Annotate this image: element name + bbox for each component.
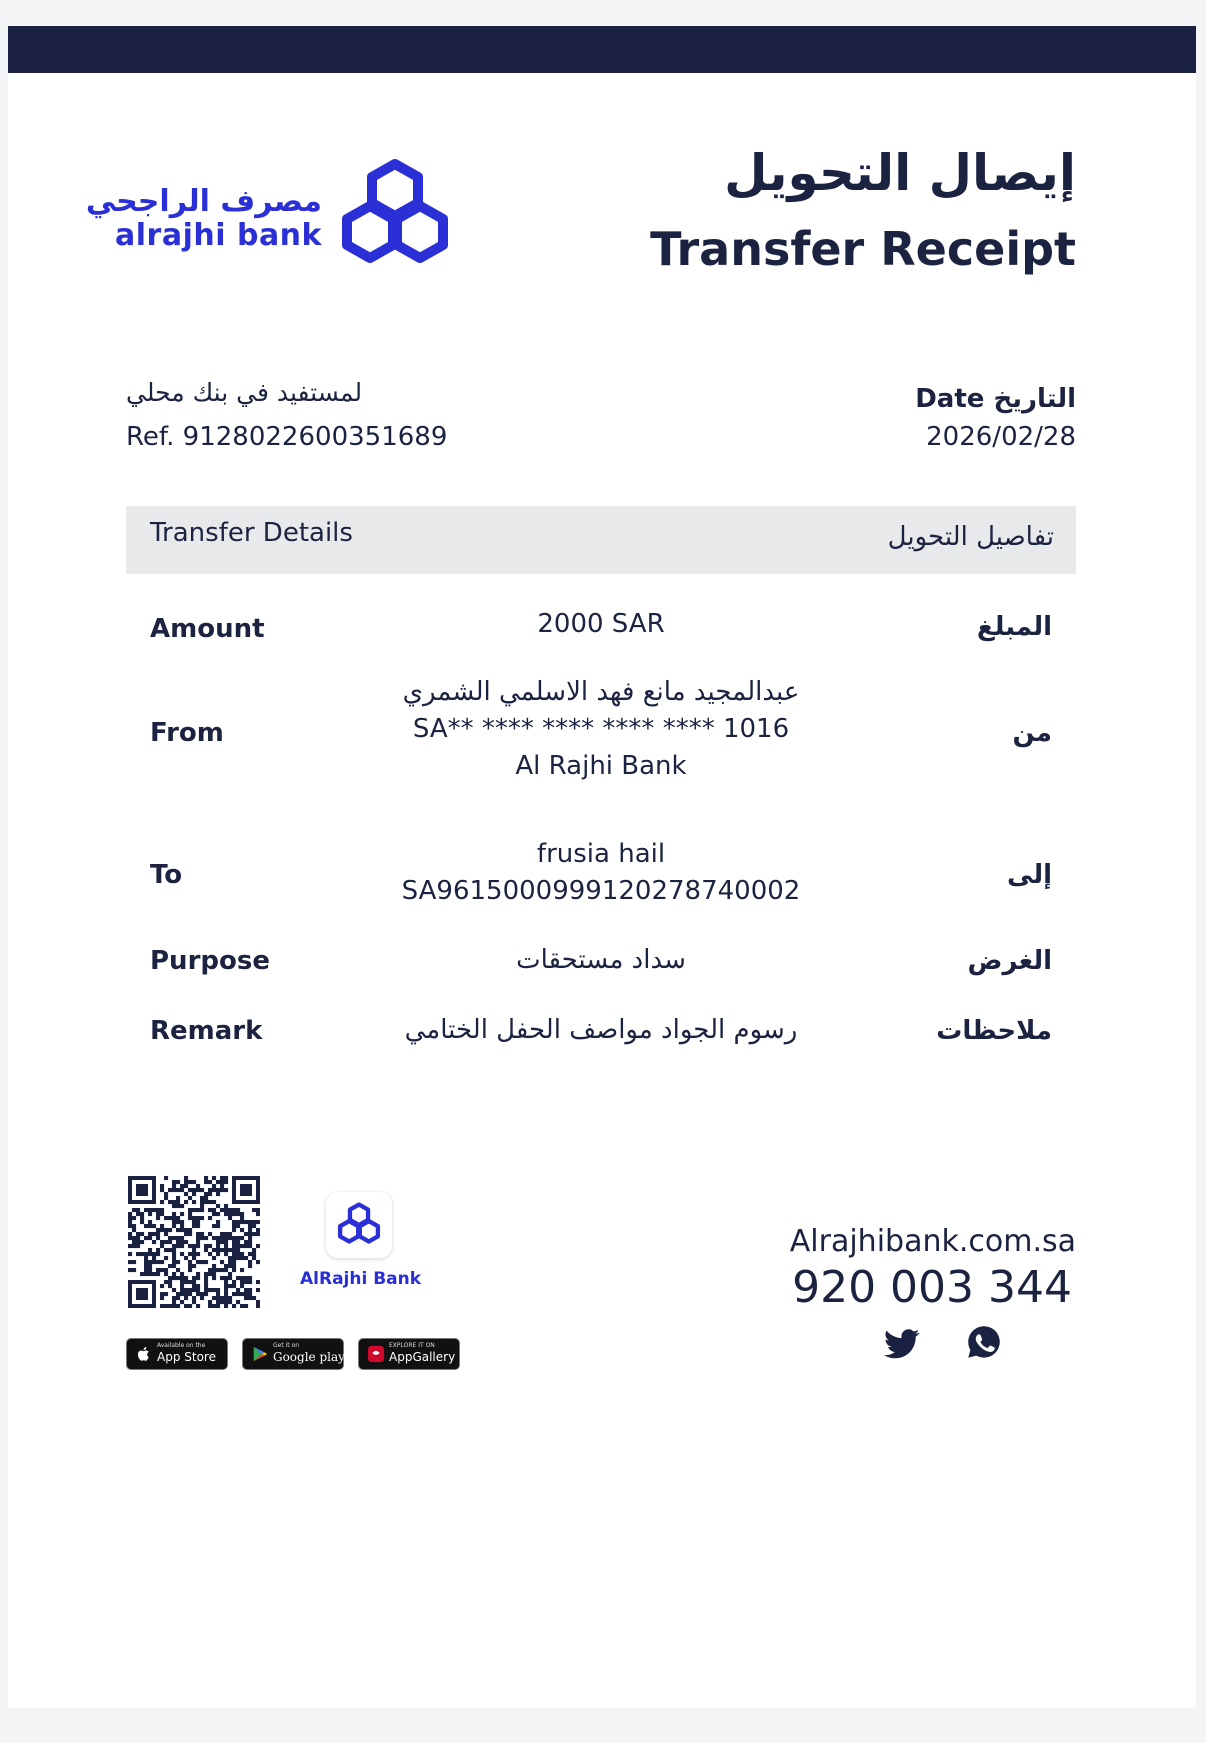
purpose-label: Purpose [150, 946, 270, 976]
title-english: Transfer Receipt [650, 222, 1076, 276]
logo-arabic-name: مصرف الراجحي [85, 184, 322, 219]
from-name: عبدالمجيد مانع فهد الاسلمي الشمري [402, 677, 800, 707]
remark-label: Remark [150, 1016, 263, 1046]
to-value [126, 836, 1076, 910]
amount-value-line: 2000 SAR [537, 609, 665, 639]
date-label: Date التاريخ [915, 384, 1076, 414]
purpose-value-line: سداد مستحقات [516, 945, 686, 975]
details-heading-english: Transfer Details [150, 518, 353, 548]
app-gallery-small-text: EXPLORE IT ON [389, 1342, 435, 1349]
app-icon[interactable] [326, 1192, 392, 1258]
app-store-small-text: Available on the [157, 1342, 206, 1349]
from-value [126, 674, 1076, 785]
from-iban: SA** **** **** **** **** 1016 [412, 714, 790, 744]
alrajhi-logo-icon [334, 158, 456, 274]
from-label: From [150, 718, 224, 748]
amount-label-arabic: المبلغ [976, 612, 1052, 642]
from-bank: Al Rajhi Bank [515, 751, 687, 781]
to-label-arabic: إلى [1007, 860, 1052, 890]
bank-logo [85, 134, 456, 274]
app-gallery-big-text: AppGallery [389, 1350, 456, 1364]
google-play-badge[interactable] [242, 1338, 344, 1370]
remark-label-arabic: ملاحظات [936, 1016, 1052, 1046]
google-play-big-text: Google play [273, 1350, 345, 1364]
detail-row-remark [126, 1008, 1076, 1058]
detail-row-amount [126, 604, 1076, 654]
detail-row-purpose [126, 938, 1076, 988]
from-label-arabic: من [1012, 718, 1052, 748]
google-play-icon [251, 1345, 269, 1363]
remark-value-line: رسوم الجواد مواصف الحفل الختامي [404, 1015, 798, 1045]
top-bar [8, 26, 1196, 73]
detail-row-to [126, 836, 1076, 916]
details-heading-arabic: تفاصيل التحويل [887, 522, 1054, 552]
website-link[interactable]: Alrajhibank.com.sa [789, 1224, 1076, 1259]
app-store-badge[interactable] [126, 1338, 228, 1370]
to-label: To [150, 860, 183, 890]
amount-label: Amount [150, 614, 265, 644]
detail-row-from [126, 674, 1076, 789]
date-value: 2026/02/28 [926, 422, 1076, 452]
to-name: frusia hail [536, 839, 666, 869]
app-store-big-text: App Store [157, 1350, 216, 1364]
whatsapp-icon[interactable] [966, 1324, 1002, 1360]
to-iban: SA9615000999120278740002 [401, 876, 801, 906]
amount-value [126, 606, 1076, 643]
transfer-details-header [126, 506, 1076, 574]
huawei-icon [367, 1345, 385, 1363]
receipt-page [8, 26, 1196, 1708]
remark-value [126, 1012, 1076, 1049]
twitter-icon[interactable] [884, 1328, 920, 1360]
purpose-value [126, 942, 1076, 979]
beneficiary-type: لمستفيد في بنك محلي [126, 378, 363, 407]
logo-english-name: alrajhi bank [115, 218, 322, 253]
apple-icon [135, 1345, 153, 1363]
reference-number: Ref. 9128022600351689 [126, 422, 448, 452]
app-gallery-badge[interactable] [358, 1338, 460, 1370]
title-arabic: إيصال التحويل [724, 144, 1076, 202]
qr-code [128, 1176, 260, 1308]
app-name: AlRajhi Bank [300, 1269, 422, 1289]
phone-number[interactable]: 920 003 344 [792, 1262, 1072, 1313]
purpose-label-arabic: الغرض [967, 946, 1052, 976]
google-play-small-text: Get it on [273, 1342, 300, 1349]
alrajhi-app-logo-icon [335, 1201, 383, 1249]
